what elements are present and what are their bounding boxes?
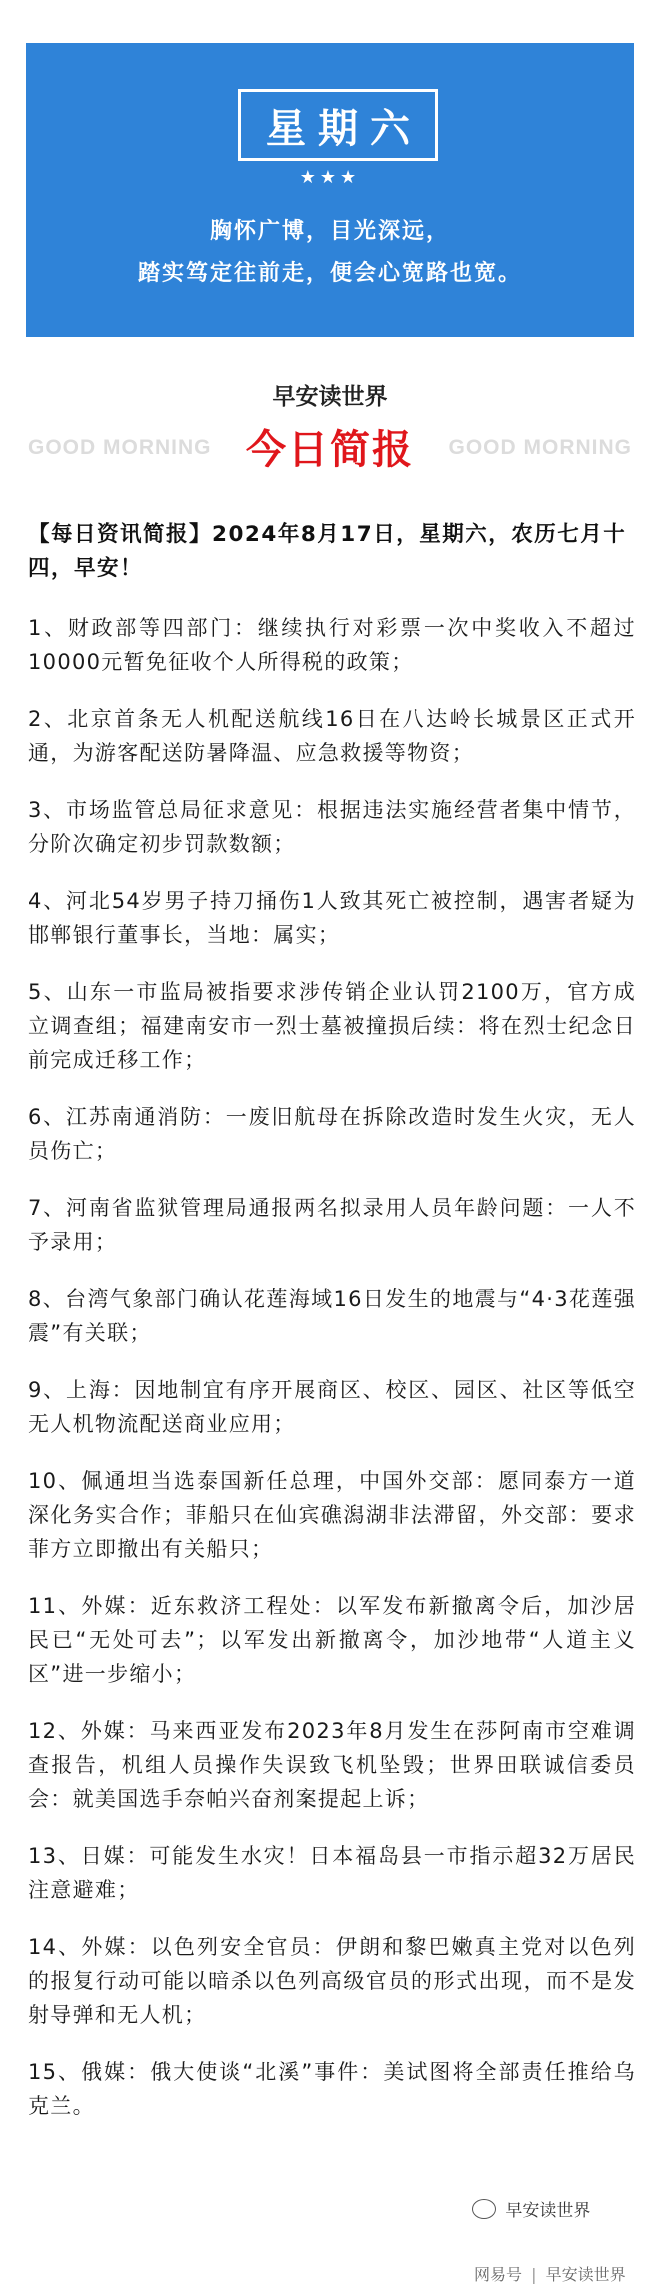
news-item: 3、市场监管总局征求意见：根据违法实施经营者集中情节，分阶次确定初步罚款数额； [28,798,636,856]
watermark-logo [472,2196,590,2221]
news-item: 5、山东一市监局被指要求涉传销企业认罚2100万，官方成立调查组；福建南安市一烈士墓被撞损后续：将在烈士纪念日前完成迁移工作； [28,980,636,1072]
news-item: 6、江苏南通消防：一废旧航母在拆除改造时发生火灾，无人员伤亡； [28,1105,636,1163]
footer-account-link[interactable]: 早安读世界 [545,2265,626,2284]
news-content [28,518,636,2146]
footer-attribution [474,2262,626,2285]
news-item: 11、外媒：近东救济工程处：以军发布新撤离令后，加沙居民已“无处可去”；以军发出新撤离令，加沙地带“人道主义区”进一步缩小； [28,1594,636,1686]
chat-bubble-icon [472,2199,496,2219]
news-item: 10、佩通坦当选泰国新任总理，中国外交部：愿同泰方一道深化务实合作；菲船只在仙宾礁潟湖非法滞留，外交部：要求菲方立即撤出有关船只； [28,1469,636,1561]
header-banner [26,43,634,337]
footer-platform: 网易号 [474,2265,523,2284]
news-item: 1、财政部等四部门：继续执行对彩票一次中奖收入不超过10000元暂免征收个人所得税的政策； [28,616,636,674]
watermark-text: 早安读世界 [505,2201,591,2221]
today-briefing-title: 今日简报 [246,427,414,473]
news-item: 8、台湾气象部门确认花莲海域16日发生的地震与“4·3花莲强震”有关联； [28,1287,636,1345]
star-icons: ★★★ [299,167,361,188]
news-headline: 【每日资讯简报】2024年8月17日，星期六，农历七月十四，早安！ [28,522,627,581]
news-item: 13、日媒：可能发生水灾！日本福岛县一市指示超32万居民注意避难； [28,1844,636,1902]
news-item: 15、俄媒：俄大使谈“北溪”事件：美试图将全部责任推给乌克兰。 [28,2060,636,2118]
good-morning-left: GOOD MORNING [28,436,212,459]
news-item: 9、上海：因地制宜有序开展商区、校区、园区、社区等低空无人机物流配送商业应用； [28,1378,636,1436]
motto-line-1: 胸怀广博，目光深远， [209,219,450,244]
news-item: 4、河北54岁男子持刀捅伤1人致其死亡被控制，遇害者疑为邯郸银行董事长，当地：属实； [28,889,636,947]
motto-line-2: 踏实笃定往前走，便会心宽路也宽。 [137,261,522,286]
news-item: 14、外媒：以色列安全官员：伊朗和黎巴嫩真主党对以色列的报复行动可能以暗杀以色列高级官员的形式出现，而不是发射导弹和无人机； [28,1935,636,2027]
motto [26,211,634,295]
footer-separator: | [531,2265,537,2284]
good-morning-right: GOOD MORNING [448,436,632,459]
weekday-badge: 星期六 [238,89,438,161]
news-item: 2、北京首条无人机配送航线16日在八达岭长城景区正式开通，为游客配送防暑降温、应急救援等物资； [28,707,636,765]
brand-title: 早安读世界 [272,384,388,410]
news-item: 7、河南省监狱管理局通报两名拟录用人员年龄问题：一人不予录用； [28,1196,636,1254]
news-item: 12、外媒：马来西亚发布2023年8月发生在莎阿南市空难调查报告，机组人员操作失误致飞机坠毁；世界田联诚信委员会：就美国选手奈帕兴奋剂案提起上诉； [28,1719,636,1811]
